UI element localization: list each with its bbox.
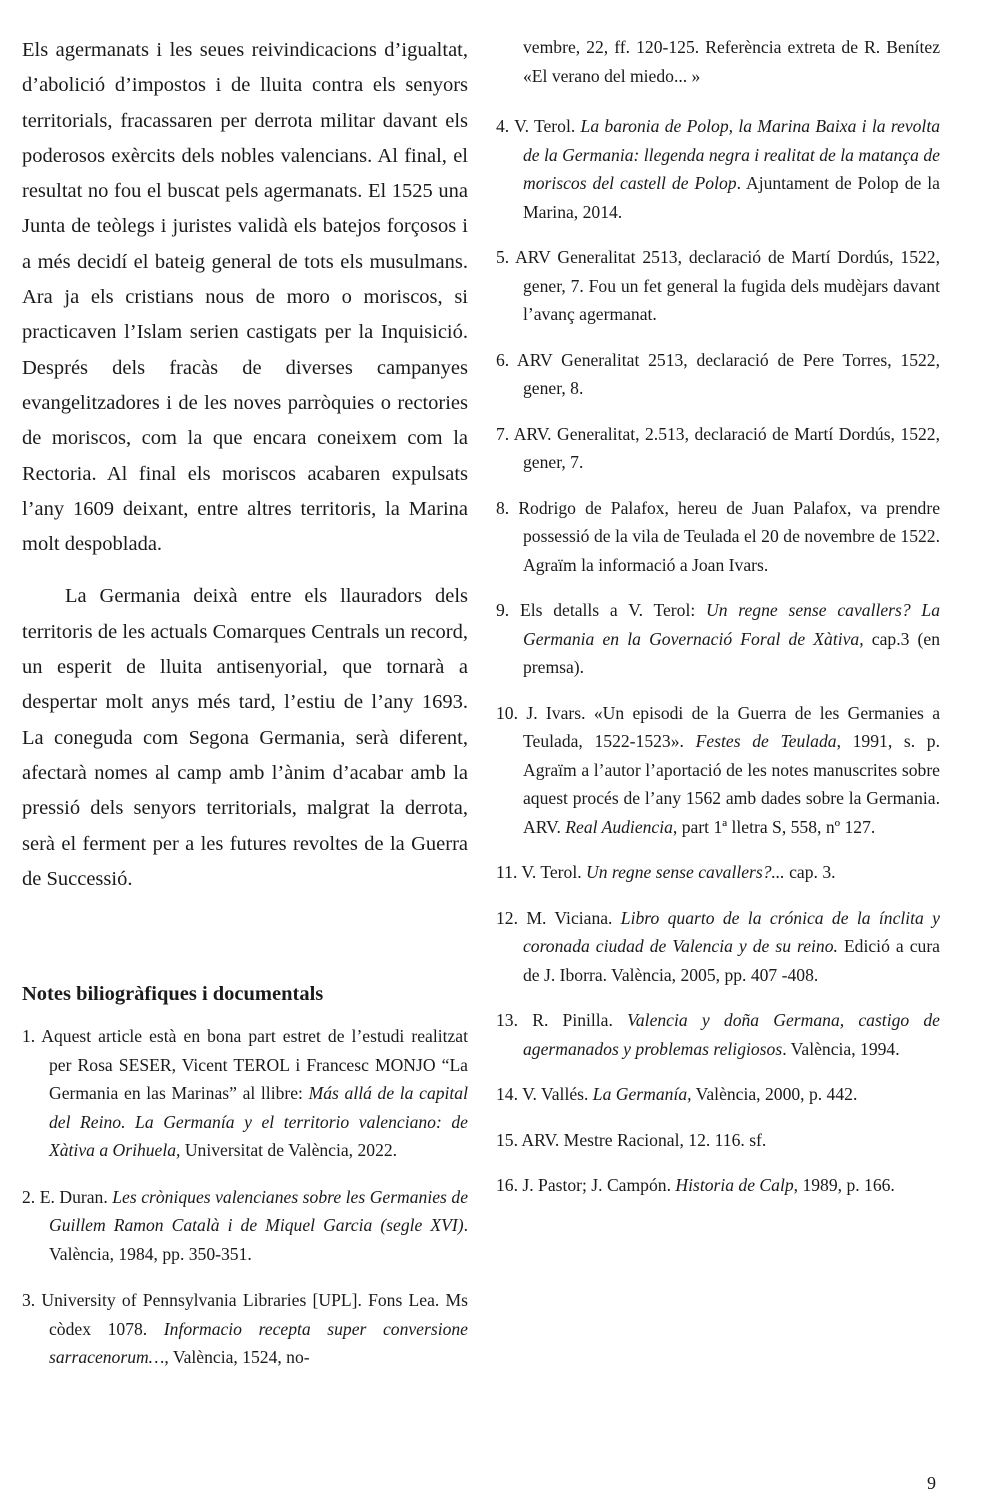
note-text: V. Vallés.: [522, 1084, 593, 1104]
left-column: [22, 33, 468, 1390]
note-number: 1.: [22, 1026, 42, 1047]
note-title-italic: Les cròniques valencianes sobre les Germanies de Guillem Ramon Català i de Miquel Garcia (segle XVI): [49, 1186, 469, 1236]
note-text: J. Pastor; J. Campón.: [522, 1175, 676, 1195]
note-text: , part 1ª lletra S, 558, nº 127.: [672, 816, 876, 837]
note-item: [496, 596, 940, 682]
note-text: V. Terol.: [514, 116, 581, 136]
note-title-italic: Un regne sense cavallers? La Germania en la Governació Foral de Xàtiva,: [523, 600, 940, 649]
note-title-italic: La baronia de Polop, la Marina Baixa i la revolta de la Germania: llegenda negra i realitat de la matança de moriscos del castell de Polop: [523, 116, 940, 193]
notes-heading: Notes biliogràfiques i documentals: [22, 983, 324, 1006]
note-text: vembre, 22, ff. 120-125. Referència extreta de R. Benítez «El verano del miedo... »: [523, 37, 940, 86]
note-title-italic: Libro quarto de la crónica de la ínclita y coronada ciudad de Valencia y de su reino.: [523, 907, 940, 956]
note-title-italic: Real Audiencia: [565, 816, 673, 837]
note-text: Universitat de València, 2022.: [180, 1140, 398, 1161]
note-item: [22, 1183, 468, 1269]
note-item: [22, 1286, 468, 1372]
note-number: 6.: [496, 349, 517, 370]
note-text: Rodrigo de Palafox, hereu de Juan Palafox, va prendre possessió de la vila de Teulada el 20 de novembre de 1522. Agraïm la informació a Joan Ivars.: [518, 497, 940, 575]
note-number: 16.: [496, 1175, 523, 1195]
note-title-italic: Informacio recepta super conversione sarracenorum…: [49, 1318, 468, 1368]
note-text: Els detalls a V. Terol:: [519, 600, 707, 620]
note-number: 2.: [22, 1186, 40, 1207]
note-item: [496, 858, 940, 887]
note-item: [496, 112, 940, 226]
note-number: 11.: [496, 862, 522, 882]
note-title-italic: Historia de Calp: [675, 1175, 794, 1195]
note-text: Edició a cura de J. Iborra. València, 2005, pp. 407 -408.: [523, 936, 940, 985]
note-item: [496, 346, 940, 403]
note-item: [496, 1126, 940, 1155]
note-number: 9.: [496, 600, 520, 620]
note-text: . València, 1984, pp. 350-351.: [49, 1215, 468, 1264]
note-title-italic: Más allá de la capital del Reino. La Germanía y el territorio valenciano: de Xàtiva a Orihuela,: [49, 1083, 468, 1161]
right-column: [496, 33, 940, 1217]
note-number: 5.: [496, 247, 516, 267]
body-paragraph-2: La Germania deixà entre els llauradors dels territoris de les actuals Comarques Centrals un record, un esperit de lluita antisenyorial, que tornarà a despertar molt anys més tard, l’estiu de l’any 1693. La coneguda com Segona Germania, serà diferent, afectarà nomes al camp amb l’ànim d’acabar amb la pressió dels senyors territorials, malgrat la derrota, serà el ferment per a les futures revoltes de la Guerra de Successió.: [22, 585, 468, 890]
note-text: , 1989, p. 166.: [793, 1175, 895, 1195]
note-item: [496, 494, 940, 580]
note-text: J. Ivars. «Un episodi de la Guerra de les Germanies a Teulada, 1522-1523».: [523, 702, 941, 751]
note-title-italic: Valencia y doña Germana, castigo de agermanados y problemas religiosos: [523, 1010, 940, 1059]
note-text: V. Terol.: [521, 862, 587, 882]
note-number: 8.: [496, 497, 519, 518]
note-text: , 1991, s. p. Agraïm a l’autor l’aportació de les notes manuscrites sobre aquest procés de l’any 1562 amb dades sobre la Germania. ARV.: [523, 731, 940, 837]
note-number: 10.: [496, 702, 527, 723]
note-item: [496, 1171, 940, 1200]
note-number: 14.: [496, 1084, 523, 1104]
note-continuation: [496, 33, 940, 90]
note-text: ARV Generalitat 2513, declaració de Martí Dordús, 1522, gener, 7. Fou un fet general la fugida dels mudèjars davant l’avanç agermanat.: [515, 247, 941, 324]
note-number: 15.: [496, 1129, 522, 1150]
note-number: 13.: [496, 1010, 533, 1030]
note-text: . València, 1994.: [782, 1038, 900, 1059]
note-text: University of Pennsylvania Libraries [UPL]. Fons Lea. Ms còdex 1078.: [41, 1290, 469, 1339]
body-paragraph-1: Els agermanats i les seues reivindicacions d’igualtat, d’abolició d’impostos i de lluita contra els senyors territorials, fracassaren per derrota militar davant els poderosos exèrcits dels nobles valencians. Al final, el resultat no fou el buscat pels agermanats. El 1525 una Junta de teòlegs i juristes validà els batejos forçosos i a més decidí el bateig general de tots els musulmans. Ara ja els cristians nous de moro o moriscos, si practicaven l’Islam serien castigats per la Inquisició. Després dels fracàs de diverses campanyes evangelitzadores i de les noves parròquies o rectories de moriscos, com la que encara coneixem com la Rectoria. Al final els moriscos acabaren expulsats l’any 1609 deixant, entre altres territoris, la Marina molt despoblada.: [22, 39, 468, 556]
note-item: [496, 243, 940, 329]
note-number: 3.: [22, 1290, 42, 1311]
note-item: [496, 420, 940, 477]
note-text: E. Duran.: [39, 1186, 113, 1207]
note-text: ARV Generalitat 2513, declaració de Pere Torres, 1522, gener, 8.: [517, 349, 940, 398]
note-item: [496, 904, 940, 990]
notes-list-right: [496, 33, 940, 1200]
note-title-italic: La Germanía,: [592, 1084, 692, 1104]
note-item: [22, 1022, 468, 1165]
note-item: [496, 699, 940, 842]
note-text: València, 2000, p. 442.: [691, 1084, 858, 1104]
note-text: Aquest article està en bona part estret de l’estudi realitzat per Rosa SESER, Vicent TEROL i Francesc MONJO “La Germania en las Marinas” al llibre:: [41, 1026, 469, 1104]
note-text: cap.3 (en premsa).: [523, 628, 941, 677]
note-text: M. Viciana.: [526, 907, 621, 928]
page-number: 9: [927, 1473, 936, 1493]
note-text: R. Pinilla.: [532, 1010, 628, 1030]
note-item: [496, 1006, 940, 1063]
note-number: 12.: [496, 907, 527, 928]
note-text: cap. 3.: [784, 862, 836, 882]
note-text: , València, 1524, no-: [164, 1347, 310, 1368]
note-title-italic: Un regne sense cavallers?...: [586, 862, 785, 882]
note-number: 4.: [496, 116, 515, 136]
note-text: ARV. Generalitat, 2.513, declaració de Martí Dordús, 1522, gener, 7.: [513, 423, 940, 472]
note-title-italic: Festes de Teulada: [695, 731, 837, 751]
note-number: 7.: [496, 423, 514, 444]
note-text: . Ajuntament de Polop de la Marina, 2014.: [523, 173, 940, 222]
note-item: [496, 1080, 940, 1109]
notes-list-left: [22, 1022, 468, 1372]
note-text: ARV. Mestre Racional, 12. 116. sf.: [521, 1129, 767, 1150]
